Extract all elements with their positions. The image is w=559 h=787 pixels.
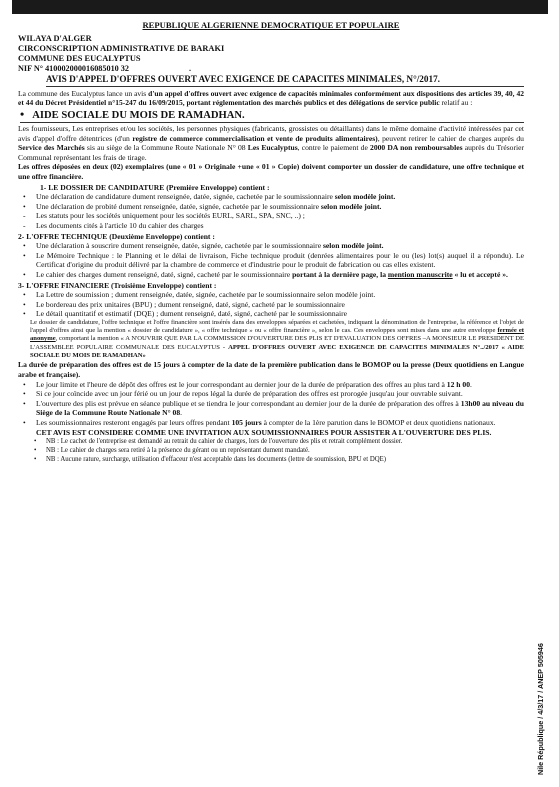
item-text: Le cahier des charges dument renseigné, daté, signé, cacheté par le soumissionnaire (36, 269, 293, 279)
invitation-line: CET AVIS EST CONSIDERE COMME UNE INVITATION AUX SOUMISSIONNAIRES POUR ASSISTER A L'OUVERTURE DES PLIS. (36, 427, 492, 437)
para1-i: auprès du Trésorier Communal représentant les frais de tirage. (18, 143, 525, 162)
section1-title: 1- LE DOSSIER DE CANDIDATURE (Première Enveloppe) contient : (40, 182, 270, 192)
avis-title: AVIS D'APPEL D'OFFRES OUVERT AVEC EXIGENCE DE CAPACITES MINIMALES, N°/2017. (46, 74, 524, 87)
note-text: NB : Aucune rature, surcharge, utilisation d'effaceur n'est acceptable dans les documents (lettre de soumission, BPU et DQE) (46, 456, 387, 464)
note-text: NB : Le cachet de l'entreprise est demandé au retrait du cahier de charges, lors de l'ouverture des plis et retrait complément dossier. (46, 438, 403, 446)
item-text: La Lettre de soumission ; dument renseignée, datée, signée, cachetée par le soumissionnaire selon modèle joint. (36, 290, 376, 300)
item-end: . (470, 379, 472, 389)
para1-g: , contre le paiement de (297, 143, 371, 153)
dash-icon: - (23, 220, 26, 230)
wilaya-line: WILAYA D'ALGER (18, 33, 92, 43)
item-text: Une déclaration à souscrire dument renseignée, datée, signée, cachetée par le soumissionnaire (36, 241, 323, 251)
bullet-icon: • (23, 389, 26, 399)
bullet-icon: • (34, 438, 37, 446)
para1-h: 2000 DA non remboursables (370, 143, 463, 153)
envelope-paragraph (30, 319, 524, 360)
top-black-bar (12, 0, 548, 14)
section1-list (18, 192, 524, 230)
list-item (18, 211, 524, 221)
bullet-icon: • (23, 379, 26, 389)
nif-dot: . (189, 63, 192, 73)
list-item (18, 290, 524, 300)
item-text: Les documents cités à l'article 10 du cahier des charges (36, 220, 204, 230)
section3-title: 3- L'OFFRE FINANCIERE (Troisième Enveloppe) contient : (18, 280, 217, 290)
section3-list (18, 290, 524, 319)
republic-heading: REPUBLIQUE ALGERIENNE DEMOCRATIQUE ET POPULAIRE (142, 20, 400, 30)
object-bullet: • (20, 107, 25, 121)
item-emphasis-end: « lu et accepté ». (452, 269, 508, 279)
bullet-icon: • (23, 241, 26, 251)
item-text: Le détail quantitatif et estimatif (DQE) ; dument renseigné, daté, signé, cacheté par le soumissionnaire (36, 309, 348, 319)
intro-b: d'un appel d'offres ouvert avec exigence de capacités minimales conformément aux dispositions des articles 39, 40, 42 et 44 du Décret Présidentiel n°15-247 du 16/09/2015, portant réglementation des marchés publics et des délégations de service public (18, 88, 525, 107)
item-emphasis: selon modèle joint. (334, 192, 396, 202)
item-text: Les statuts pour les sociétés uniquement pour les sociétés EURL, SARL, SPA, SNC, ..) ; (36, 211, 305, 221)
list-item (18, 389, 524, 399)
intro-paragraph (18, 89, 524, 107)
list-item (18, 202, 524, 212)
item-emphasis: 13h00 au niveau du Siège de la Commune Route Nationale N° 08 (36, 398, 525, 418)
duration-paragraph: La durée de préparation des offres est de 15 jours à compter de la date de la première publication dans le BOMOP ou la presse (Deux quotidiens en Langue arabe et française). (18, 360, 524, 379)
list-item (18, 418, 524, 428)
item-text: L'ouverture des plis est prévue en séance publique et se tiendra le jour correspondant au dernier jour de la durée de préparation des offres à (36, 398, 461, 408)
bullet-icon: • (23, 290, 26, 300)
para1-d: Service des Marchés (18, 143, 85, 153)
commune-line: COMMUNE DES EUCALYPTUS (18, 53, 141, 63)
bullet-icon: • (23, 201, 26, 211)
item-text: Si ce jour coïncide avec un jour férié ou un jour de repos légal la durée de préparation des offres est prorogée jusqu'au jour ouvrable suivant. (36, 389, 463, 399)
para-copies: Les offres déposées en deux (02) exemplaires (une « 01 » Originale +une « 01 » Copie) doivent comporter un dossier de candidature, une offre technique et une offre financière. (18, 162, 524, 181)
tender-notice (18, 21, 524, 464)
item-text: Le Mémoire Technique : le Planning et le délai de livraison, Fiche technique produit (denrées alimentaires pour le ou (les) lot(s) auquel il a répondu). Le Certificat d'origine du produit délivré par la chambre de commerce et d'industrie pour le produit de fabrication ou cas elles existent. (36, 250, 524, 270)
item-emphasis: selon modèle joint. (320, 201, 382, 211)
item-emphasis: 12 h 00 (446, 379, 471, 389)
circonscription-line: CIRCONSCRIPTION ADMINISTRATIVE DE BARAKI (18, 43, 225, 53)
section2-list (18, 241, 524, 279)
bullet-icon: • (34, 447, 37, 455)
list-item (18, 380, 524, 390)
item-text: Le bordereau des prix unitaires (BPU) ; dument renseigné, daté, signé, cacheté par le soumissionnaire (36, 299, 345, 309)
list-item (18, 399, 524, 418)
list-item (18, 309, 524, 319)
para1-e: sis au siège de la Commune Route Nationale N° 08 (84, 143, 248, 153)
nif-line (18, 64, 524, 74)
notes-list (18, 437, 524, 464)
envelope-c: , comportant la mention « A N'OUVRIR QUE PAR LA COMMISSION D'OUVERTURE DES PLIS ET D'EVALUATION DES OFFRES –A MONSIEUR LE PRESIDENT DE L'ASSEMBLEE POPULAIRE COMMUNALE DES EUCALYPTUS - (30, 335, 524, 351)
item-underlined: mention manuscrite (387, 269, 453, 279)
list-item (18, 455, 524, 464)
item-text: Le jour limite et l'heure de dépôt des offres est le jour correspondant au dernier jour de la durée de préparation des offres au plus tard à (36, 379, 447, 389)
list-item (18, 221, 524, 231)
item-text: Une déclaration de probité dument renseignée, datée, signée, cachetée par le soumissionnaire (36, 201, 321, 211)
bullet-icon: • (23, 269, 26, 279)
list-item (18, 446, 524, 455)
bullet-icon: • (23, 417, 26, 427)
item-emphasis: 105 jours (231, 417, 262, 427)
list-item (18, 192, 524, 202)
list-item (18, 437, 524, 446)
bullet-icon: • (23, 398, 26, 408)
item-text: Les soumissionnaires resteront engagés par leurs offres pendant (36, 417, 232, 427)
envelope-a: Le dossier de candidature, l'offre technique et l'offre financière sont insérés dans des enveloppes séparées et cachetées, indiquant la dénomination de l'entreprise, la référence et l'objet de l'appel d'offres ainsi que la mention « dossier de candidature », « offre technique » ou « offre financière », selon le cas. Ces enveloppes sont mises dans une autre enveloppe (30, 318, 524, 335)
item-text: Une déclaration de candidature dument renseignée, datée, signée, cachetée par le soumissionnaire (36, 192, 335, 202)
bullet-icon: • (34, 456, 37, 464)
item-emphasis: selon modèle joint. (322, 241, 384, 251)
note-text: NB : Le cahier de charges sera retiré à la présence du gérant ou un représentant dument mandaté. (46, 447, 310, 455)
para1-b: registre de commerce commercialisation et vente de produits alimentaires) (132, 133, 378, 143)
envelope-b: fermée et anonyme (30, 327, 525, 343)
list-item (18, 241, 524, 251)
deadlines-list (18, 380, 524, 428)
nif-value: NIF N° 410002000016085010 32 (18, 63, 129, 73)
list-item (18, 270, 524, 280)
bullet-icon: • (23, 299, 26, 309)
object-title (20, 108, 524, 123)
intro-a: La commune des Eucalyptus lance un avis (18, 88, 149, 98)
bullet-icon: • (23, 309, 26, 319)
para-suppliers (18, 124, 524, 162)
bullet-icon: • (23, 250, 26, 260)
item-end: à compter de la 1ère parution dans le BOMOP et deux quotidiens nationaux. (261, 417, 496, 427)
item-emphasis: portant à la dernière page, la (292, 269, 388, 279)
intro-c: relatif au : (439, 97, 473, 107)
dash-icon: - (23, 211, 26, 221)
para1-c: , peuvent retirer le cahier de charges auprès du (377, 133, 524, 143)
item-end: . (180, 408, 183, 418)
envelope-d: APPEL D'OFFRES OUVERT AVEC EXIGENCE DE CAPACITES MINIMALES N°../2017 « AIDE SOCIALE DU MOIS DE RAMADHAN» (30, 343, 524, 360)
list-item (18, 251, 524, 270)
side-credit: Nile République / 4/3/17 / ANEP 505946 (536, 643, 545, 775)
bullet-icon: • (23, 192, 26, 202)
list-item (18, 300, 524, 310)
para1-a: Les fournisseurs, Les entreprises et/ou les sociétés, les personnes physiques (fabricants, grossistes ou détaillants) dans le même domaine d'activité intéressées par cet avis d'appel d'offre détentrices (d'un (18, 124, 524, 143)
object-title-text: AIDE SOCIALE DU MOIS DE RAMADHAN. (32, 110, 245, 121)
para1-f: Les Eucalyptus (247, 143, 298, 153)
section2-title: 2- L'OFFRE TECHNIQUE (Deuxième Enveloppe) contient : (18, 231, 215, 241)
